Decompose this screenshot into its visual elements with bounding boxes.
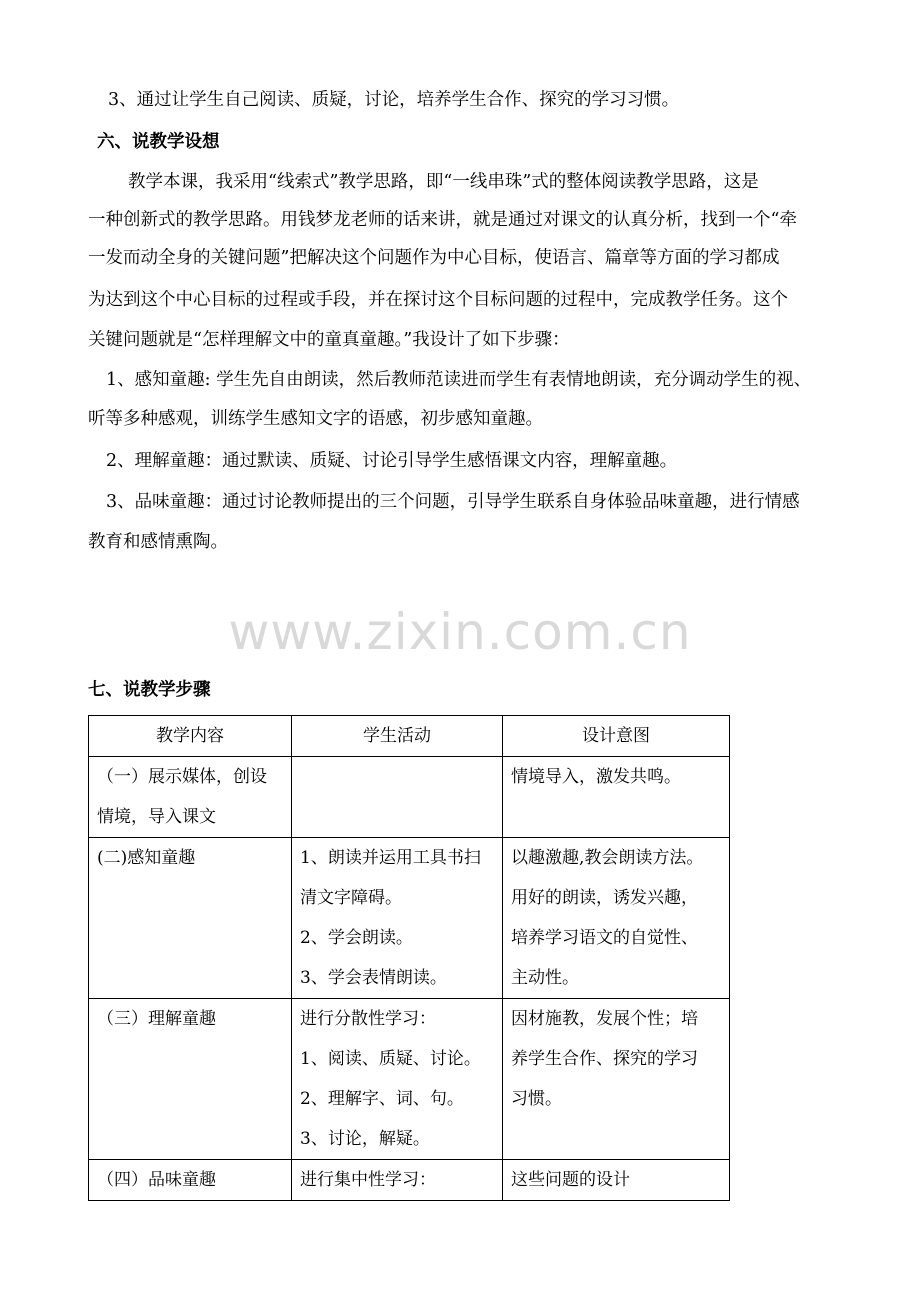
step3-line: 教育和感情熏陶。 bbox=[88, 532, 228, 552]
para1-line: 关键问题就是“怎样理解文中的童真童趣。”我设计了如下步骤： bbox=[88, 330, 570, 350]
cell-line: 情境，导入课文 bbox=[97, 807, 216, 827]
header-cell: 设计意图 bbox=[503, 716, 730, 757]
para1-line: 为达到这个中心目标的过程或手段，并在探讨这个目标问题的过程中，完成教学任务。这个 bbox=[88, 290, 788, 310]
content-cell bbox=[89, 999, 292, 1160]
cell-line: 2、理解字、词、句。 bbox=[300, 1089, 464, 1109]
cell-line: 进行集中性学习： bbox=[300, 1170, 436, 1190]
step1-line: 听等多种感观，训练学生感知文字的语感，初步感知童趣。 bbox=[88, 409, 543, 429]
para1-line: 一种创新式的教学思路。用钱梦龙老师的话来讲，就是通过对课文的认真分析，找到一个“牵 bbox=[88, 210, 797, 230]
teaching-steps-table bbox=[88, 715, 730, 1201]
cell-line: （一）展示媒体，创设 bbox=[97, 767, 267, 787]
cell-line: 主动性。 bbox=[511, 968, 579, 988]
header-cell: 教学内容 bbox=[89, 716, 292, 757]
cell-line: 用好的朗读，诱发兴趣， bbox=[511, 888, 698, 908]
intent-cell bbox=[503, 757, 730, 838]
intent-cell bbox=[503, 999, 730, 1160]
cell-line: 培养学习语文的自觉性、 bbox=[511, 928, 698, 948]
content-cell bbox=[89, 838, 292, 999]
cell-line: 3、学会表情朗读。 bbox=[300, 968, 447, 988]
table-row bbox=[89, 1160, 730, 1201]
step1-line: 1、感知童趣: 学生先自由朗读，然后教师范读进而学生有表情地朗读，充分调动学生的视、 bbox=[106, 370, 812, 390]
table-row bbox=[89, 838, 730, 999]
section6-heading: 六、说教学设想 bbox=[97, 132, 220, 152]
activity-cell bbox=[292, 757, 503, 838]
cell-line: 3、讨论，解疑。 bbox=[300, 1129, 430, 1149]
cell-line: 养学生合作、探究的学习 bbox=[511, 1049, 698, 1069]
cell-line: 2、学会朗读。 bbox=[300, 928, 413, 948]
cell-line: 清文字障碍。 bbox=[300, 888, 402, 908]
cell-line: （四）品味童趣 bbox=[97, 1170, 216, 1190]
header-cell: 学生活动 bbox=[292, 716, 503, 757]
activity-cell bbox=[292, 838, 503, 999]
activity-cell bbox=[292, 999, 503, 1160]
cell-line: 这些问题的设计 bbox=[511, 1170, 630, 1190]
table-header-row bbox=[89, 716, 730, 757]
watermark: www.zixin.com.cn bbox=[228, 603, 692, 661]
intent-cell bbox=[503, 838, 730, 999]
para1-line: 一发而动全身的关键问题”把解决这个问题作为中心目标，使语言、篇章等方面的学习都成 bbox=[88, 248, 780, 268]
cell-line: 情境导入，激发共鸣。 bbox=[511, 767, 681, 787]
table-row bbox=[89, 999, 730, 1160]
table-row bbox=[89, 757, 730, 838]
cell-line: 因材施教，发展个性；培 bbox=[511, 1009, 698, 1029]
intent-cell bbox=[503, 1160, 730, 1201]
cell-line: 习惯。 bbox=[511, 1089, 562, 1109]
cell-line: 以趣激趣,教会朗读方法。 bbox=[511, 848, 704, 868]
activity-cell bbox=[292, 1160, 503, 1201]
section7-heading: 七、说教学步骤 bbox=[88, 680, 211, 700]
cell-line: （三）理解童趣 bbox=[97, 1009, 216, 1029]
content-cell bbox=[89, 757, 292, 838]
step2-line: 2、理解童趣：通过默读、质疑、讨论引导学生感悟课文内容，理解童趣。 bbox=[106, 451, 678, 471]
cell-line: 1、朗读并运用工具书扫 bbox=[300, 848, 481, 868]
intro-line: 3、通过让学生自己阅读、质疑，讨论，培养学生合作、探究的学习习惯。 bbox=[108, 90, 680, 110]
para1-line: 教学本课，我采用“线索式”教学思路，即“一线串珠”式的整体阅读教学思路，这是 bbox=[128, 172, 759, 192]
cell-line: (二)感知童趣 bbox=[97, 848, 196, 868]
step3-line: 3、品味童趣：通过讨论教师提出的三个问题，引导学生联系自身体验品味童趣，进行情感 bbox=[106, 492, 800, 512]
cell-line: 进行分散性学习： bbox=[300, 1009, 436, 1029]
content-cell bbox=[89, 1160, 292, 1201]
cell-line: 1、阅读、质疑、讨论。 bbox=[300, 1049, 481, 1069]
